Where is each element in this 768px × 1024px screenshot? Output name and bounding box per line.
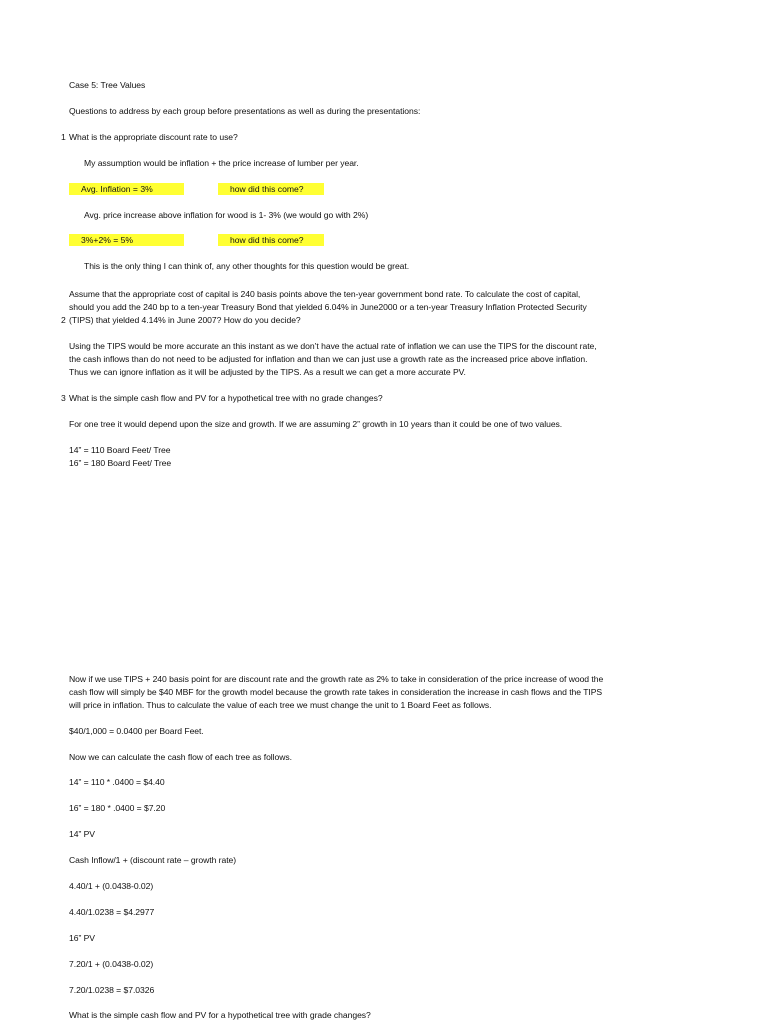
question-1-number: 1 <box>61 132 66 142</box>
question-3-text: What is the simple cash flow and PV for a hypothetical tree with no grade changes? <box>69 393 383 403</box>
how-did-this-come-1: how did this come? <box>230 184 304 194</box>
price-increase-text: Avg. price increase above inflation for wood is 1- 3% (we would go with 2%) <box>84 210 369 220</box>
question-1-text: What is the appropriate discount rate to use? <box>69 132 238 142</box>
pv-14-heading: 14” PV <box>69 829 95 839</box>
board-feet-16: 16” = 180 Board Feet/ Tree <box>69 458 172 468</box>
next-question: What is the simple cash flow and PV for a hypothetical tree with grade changes? <box>69 1010 371 1020</box>
pv-14-step-1: 4.40/1 + (0.0438-0.02) <box>69 881 154 891</box>
assumption-text: My assumption would be inflation + the price increase of lumber per year. <box>84 158 359 168</box>
avg-inflation-label: Avg. Inflation = 3% <box>81 184 153 194</box>
intro-text: Questions to address by each group before presentations as well as during the presentations: <box>69 106 421 116</box>
pv-14-step-2: 4.40/1.0238 = $4.2977 <box>69 907 155 917</box>
board-feet-14: 14” = 110 Board Feet/ Tree <box>69 445 171 455</box>
highlight-avg-inflation <box>69 183 184 195</box>
highlight-sum <box>69 234 184 246</box>
question-2-line-3: (TIPS) that yielded 4.14% in June 2007? How do you decide? <box>69 315 301 325</box>
size-growth-text: For one tree it would depend upon the size and growth. If we are assuming 2” growth in 10 years than it could be one of two values. <box>69 419 563 429</box>
highlight-note-1 <box>218 183 324 195</box>
answer-2-line-3: Thus we can ignore inflation as it will be adjusted by the TIPS. As a result we can get a more accurate PV. <box>69 367 466 377</box>
calc-para-line-2: cash flow will simply be $40 MBF for the growth model because the growth rate takes in consideration the increase in cash flows and the TIPS <box>69 687 603 697</box>
cash-flow-16: 16” = 180 * .0400 = $7.20 <box>69 803 166 813</box>
calc-intro: Now we can calculate the cash flow of each tree as follows. <box>69 752 292 762</box>
pv-formula: Cash Inflow/1 + (discount rate – growth rate) <box>69 855 237 865</box>
pv-16-step-1: 7.20/1 + (0.0438-0.02) <box>69 959 154 969</box>
cash-flow-14: 14” = 110 * .0400 = $4.40 <box>69 777 165 787</box>
highlight-note-2 <box>218 234 324 246</box>
answer-2-line-1: Using the TIPS would be more accurate an this instant as we don’t have the actual rate of inflation we can use the TIPS for the discount rate, <box>69 341 597 351</box>
how-did-this-come-2: how did this come? <box>230 235 304 245</box>
sum-label: 3%+2% = 5% <box>81 235 134 245</box>
question-2-line-2: should you add the 240 bp to a ten-year Treasury Bond that yielded 6.04% in June2000 or a ten-year Treasury Inflation Protected Security <box>69 302 587 312</box>
calc-para-line-1: Now if we use TIPS + 240 basis point for are discount rate and the growth rate as 2% to take in consideration of the price increase of wood the <box>69 674 604 684</box>
pv-16-heading: 16” PV <box>69 933 95 943</box>
answer-2-line-2: the cash inflows than do not need to be adjusted for inflation and than we can just use a growth rate as the increased price above inflation. <box>69 354 588 364</box>
question-2-number: 2 <box>61 315 66 325</box>
pv-16-step-2: 7.20/1.0238 = $7.0326 <box>69 985 155 995</box>
calc-para-line-3: will price in inflation. Thus to calculate the value of each tree we must change the unit to 1 Board Feet as follows. <box>69 700 492 710</box>
question-2-line-1: Assume that the appropriate cost of capital is 240 basis points above the ten-year government bond rate. To calculate the cost of capital, <box>69 289 581 299</box>
case-title: Case 5: Tree Values <box>69 80 146 90</box>
closing-text: This is the only thing I can think of, any other thoughts for this question would be great. <box>84 261 410 271</box>
per-board-foot: $40/1,000 = 0.0400 per Board Feet. <box>69 726 204 736</box>
question-3-number: 3 <box>61 393 66 403</box>
